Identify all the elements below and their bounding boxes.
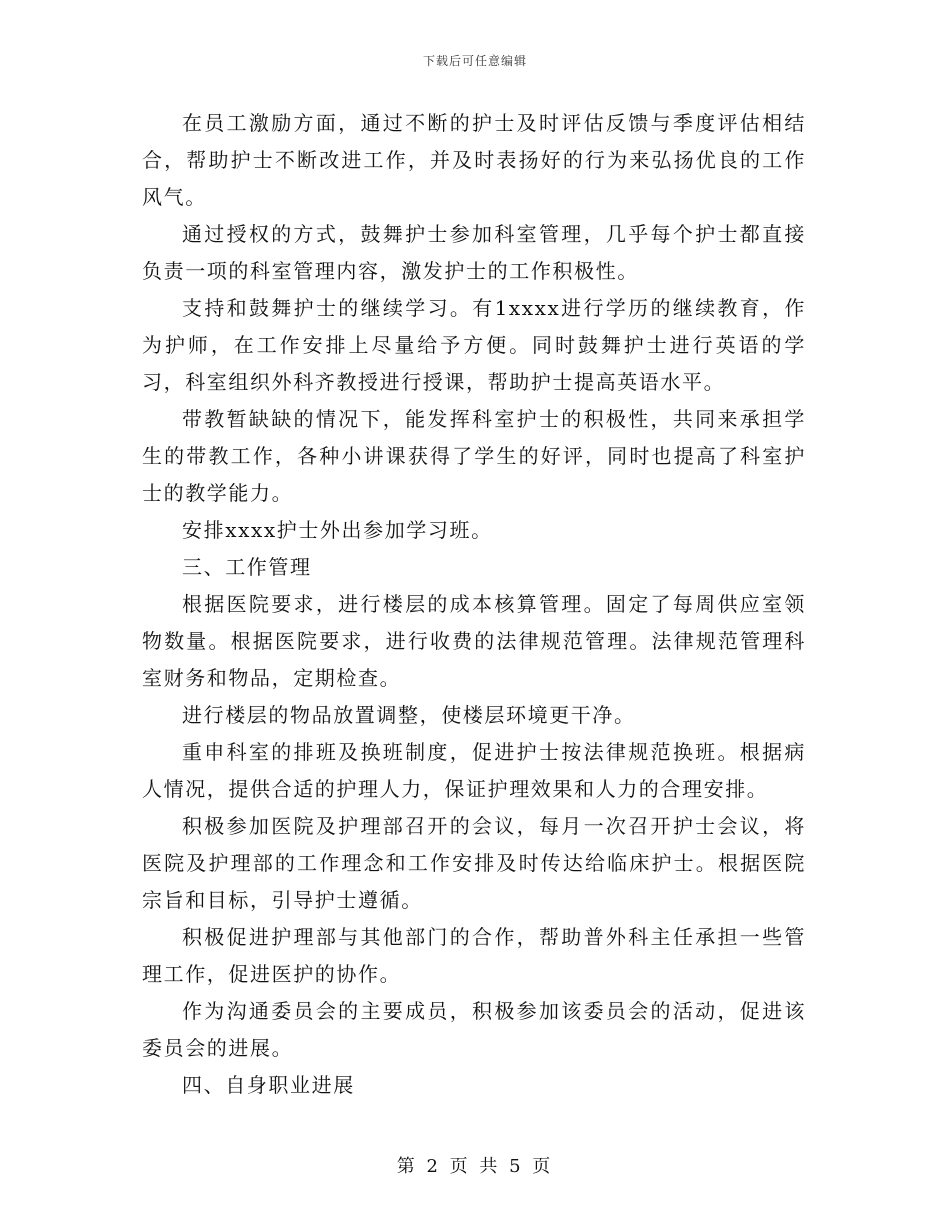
section-heading-career-development: 四、自身职业进展: [182, 1073, 355, 1097]
paragraph-authorization: 通过授权的方式，鼓舞护士参加科室管理，几乎每个护士都直接负责一项的科室管理内容，激发护士的工作积极性。: [142, 222, 806, 283]
paragraph-staff-motivation: 在员工激励方面，通过不断的护士及时评估反馈与季度评估相结合，帮助护士不断改进工作，并及时表扬好的行为来弘扬优良的工作风气。: [142, 111, 806, 209]
paragraph-training-class: 安排xxxx护士外出参加学习班。: [182, 518, 493, 542]
section-heading-work-management: 三、工作管理: [182, 555, 312, 579]
document-body: [142, 105, 806, 1104]
paragraph-teaching: 带教暂缺缺的情况下，能发挥科室护士的积极性，共同来承担学生的带教工作，各种小讲课获得了学生的好评，同时也提高了科室护士的教学能力。: [142, 407, 806, 505]
paragraph-floor-items: 进行楼层的物品放置调整，使楼层环境更干净。: [182, 703, 636, 727]
paragraph-cooperation: 积极促进护理部与其他部门的合作，帮助普外科主任承担一些管理工作，促进医护的协作。: [142, 925, 806, 986]
paragraph-continuing-education: 支持和鼓舞护士的继续学习。有1xxxx进行学历的继续教育，作为护师，在工作安排上尽量给予方便。同时鼓舞护士进行英语的学习，科室组织外科齐教授进行授课，帮助护士提高英语水平。: [142, 296, 806, 394]
page-header: 下载后可任意编辑: [422, 54, 527, 68]
page-footer: 第 2 页 共 5 页: [396, 1156, 554, 1177]
paragraph-cost-accounting: 根据医院要求，进行楼层的成本核算管理。固定了每周供应室领物数量。根据医院要求，进行收费的法律规范管理。法律规范管理科室财务和物品，定期检查。: [142, 592, 806, 690]
paragraph-meetings: 积极参加医院及护理部召开的会议，每月一次召开护士会议，将医院及护理部的工作理念和工作安排及时传达给临床护士。根据医院宗旨和目标，引导护士遵循。: [142, 814, 806, 912]
paragraph-committee: 作为沟通委员会的主要成员，积极参加该委员会的活动，促进该委员会的进展。: [142, 999, 806, 1060]
paragraph-scheduling: 重申科室的排班及换班制度，促进护士按法律规范换班。根据病人情况，提供合适的护理人力，保证护理效果和人力的合理安排。: [142, 740, 806, 801]
